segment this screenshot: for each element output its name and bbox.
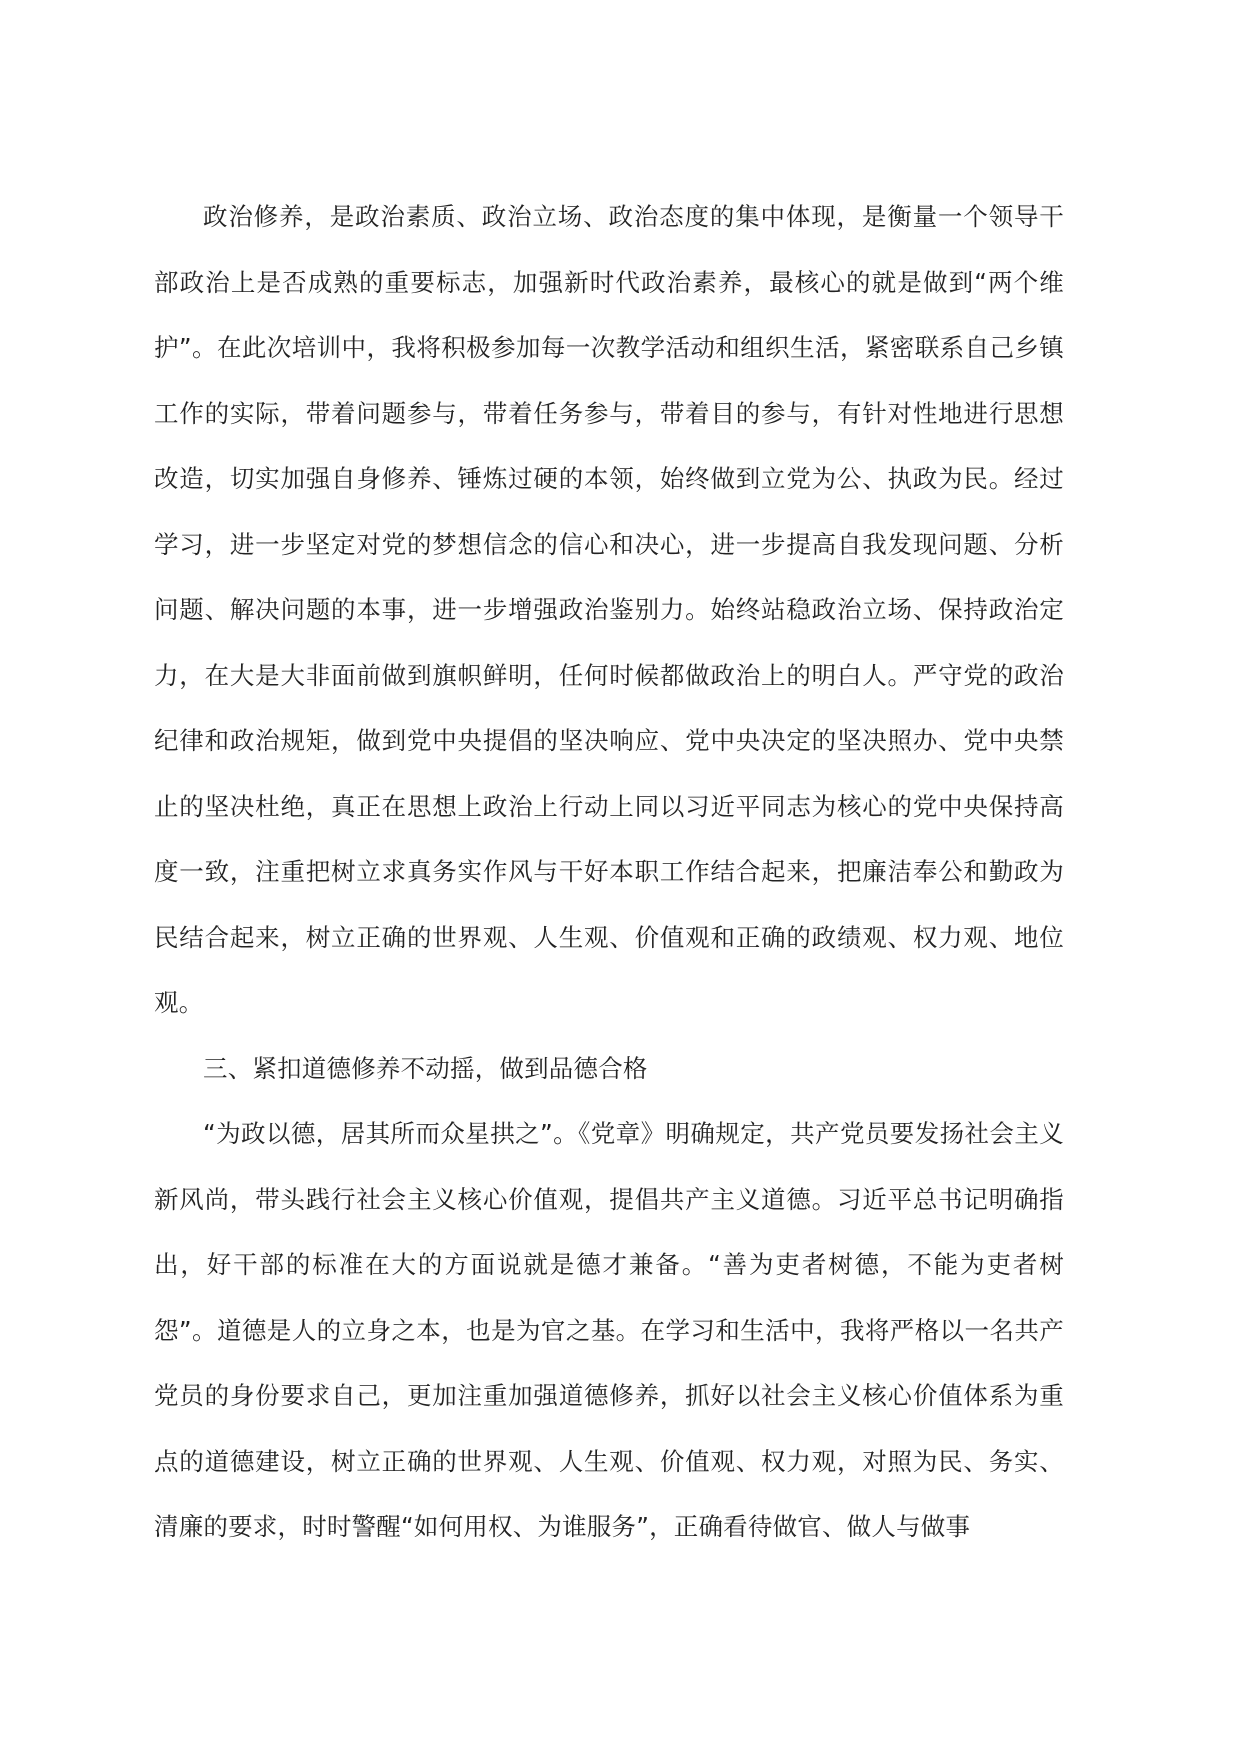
paragraph-political-cultivation: 政治修养，是政治素质、政治立场、政治态度的集中体现，是衡量一个领导干部政治上是否成熟的重要标志，加强新时代政治素养，最核心的就是做到“两个维护”。在此次培训中，我将积极参加每一次教学活动和组织生活，紧密联系自己乡镇工作的实际，带着问题参与，带着任务参与，带着目的参与，有针对性地进行思想改造，切实加强自身修养、锤炼过硬的本领，始终做到立党为公、执政为民。经过学习，进一步坚定对党的梦想信念的信心和决心，进一步提高自我发现问题、分析问题、解决问题的本事，进一步增强政治鉴别力。始终站稳政治立场、保持政治定力，在大是大非面前做到旗帜鲜明，任何时候都做政治上的明白人。严守党的政治纪律和政治规矩，做到党中央提倡的坚决响应、党中央决定的坚决照办、党中央禁止的坚决杜绝，真正在思想上政治上行动上同以习近平同志为核心的党中央保持高度一致，注重把树立求真务实作风与干好本职工作结合起来，把廉洁奉公和勤政为民结合起来，树立正确的世界观、人生观、价值观和正确的政绩观、权力观、地位观。: [154, 202, 1064, 1017]
section-heading-moral-cultivation: 三、紧扣道德修养不动摇，做到品德合格: [203, 1053, 648, 1083]
paragraph-moral-cultivation: “为政以德，居其所而众星拱之”。《党章》明确规定，共产党员要发扬社会主义新风尚，带头践行社会主义核心价值观，提倡共产主义道德。习近平总书记明确指出，好干部的标准在大的方面说就是德才兼备。“善为吏者树德，不能为吏者树怨”。道德是人的立身之本，也是为官之基。在学习和生活中，我将严格以一名共产党员的身份要求自己，更加注重加强道德修养，抓好以社会主义核心价值体系为重点的道德建设，树立正确的世界观、人生观、价值观、权力观，对照为民、务实、清廉的要求，时时警醒“如何用权、为谁服务”，正确看待做官、做人与做事: [154, 1119, 1064, 1541]
document-body: [154, 184, 1064, 1560]
